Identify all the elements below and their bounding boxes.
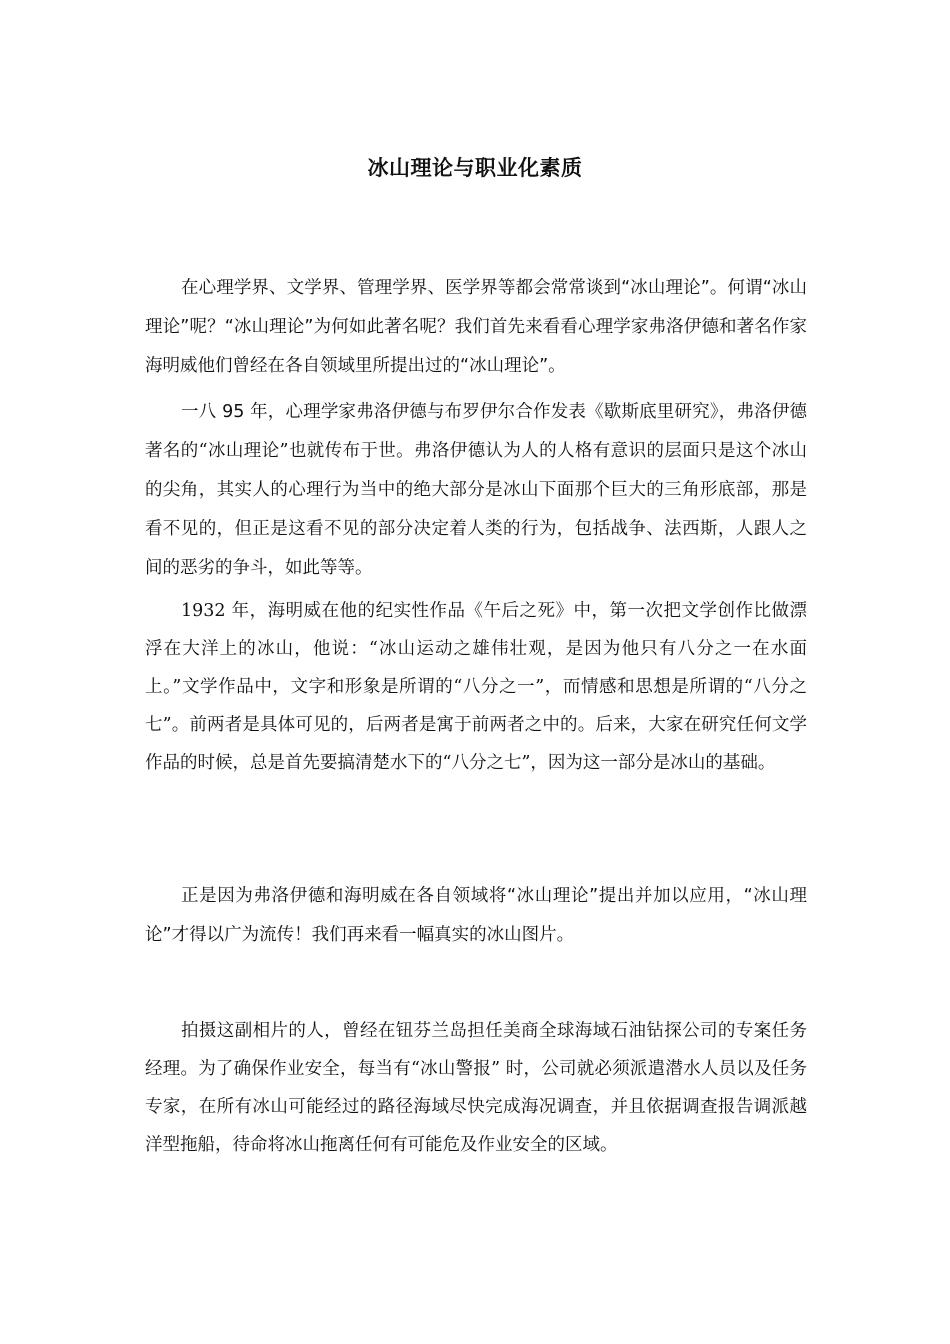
paragraph-intro [145,268,807,385]
paragraph-text: 正是因为 [181,886,254,906]
paragraph-text: 弗洛伊德和著名作家海明威他们曾经在各自领域里所提出过的 [145,317,807,376]
paragraph-text: “冰山理论”提出并加以应用，“冰山理论”才得以广为流传！ [145,886,808,945]
paragraph-text: 我们再来看一幅真实的冰山图片。 [311,925,575,945]
paragraph-text: ，弗洛伊德著名的“冰山理论”也就传布于世。弗洛伊德认为人的人格有意识的层面只是这个冰山的尖角，其实人的心理行为当中的绝大部分是冰山下面那个巨大的三角形底部，那是看不见的，但正是这看不见的部分决定着人类的行为，包括战争、法西斯，人跟人之间的恶劣的争斗，如此等等。 [145,402,808,578]
paragraph-text: 在心理学界、文学界、管理学界、医学界等都会常常谈到“冰山理论”。何谓“冰山理论”呢？“冰山理论”为何如此著名呢？我们首先来看看心理学家 [145,278,807,337]
paragraph-freud [145,392,807,587]
paragraph-text: 一八 95 年，心理学家 [181,402,357,422]
paragraph-photo: 拍摄这副相片的人，曾经在钮芬兰岛担任美商全球海域石油钻探公司的专案任务经理。为了确保作业安全，每当有“冰山警报” 时，公司就必须派遣潜水人员以及任务专家，在所有冰山可能经过的路径海域尽快完成海况调查，并且依据调查报告调派越洋型拖船，待命将冰山拖离任何有可能危及作业安全的区域。 [145,1021,807,1155]
paragraph-hemingway: 1932 年，海明威在他的纪实性作品《午后之死》中，第一次把文学创作比做漂浮在大洋上的冰山，他说：“冰山运动之雄伟壮观，是因为他只有八分之一在水面上。”文学作品中，文字和形象是所谓的“八分之一”，而情感和思想是所谓的“八分之七”。前两者是具体可见的，后两者是寓于前两者之中的。后来，大家在研究任何文学作品的时候，总是首先要搞清楚水下的“八分之七”，因为这一部分是冰山的基础。 [145,601,807,773]
document-title: 冰山理论与职业化素质 [367,156,583,180]
paragraph-text: 弗洛伊德和海明威在各自领域将 [253,886,507,906]
paragraph-spread [145,876,807,954]
paragraph-text: 与布罗伊尔合作发表《歇斯底里研究》 [426,402,719,422]
paragraph-text: “冰山理论”。 [460,356,566,376]
paragraph-text: 弗洛伊德 [356,402,427,422]
